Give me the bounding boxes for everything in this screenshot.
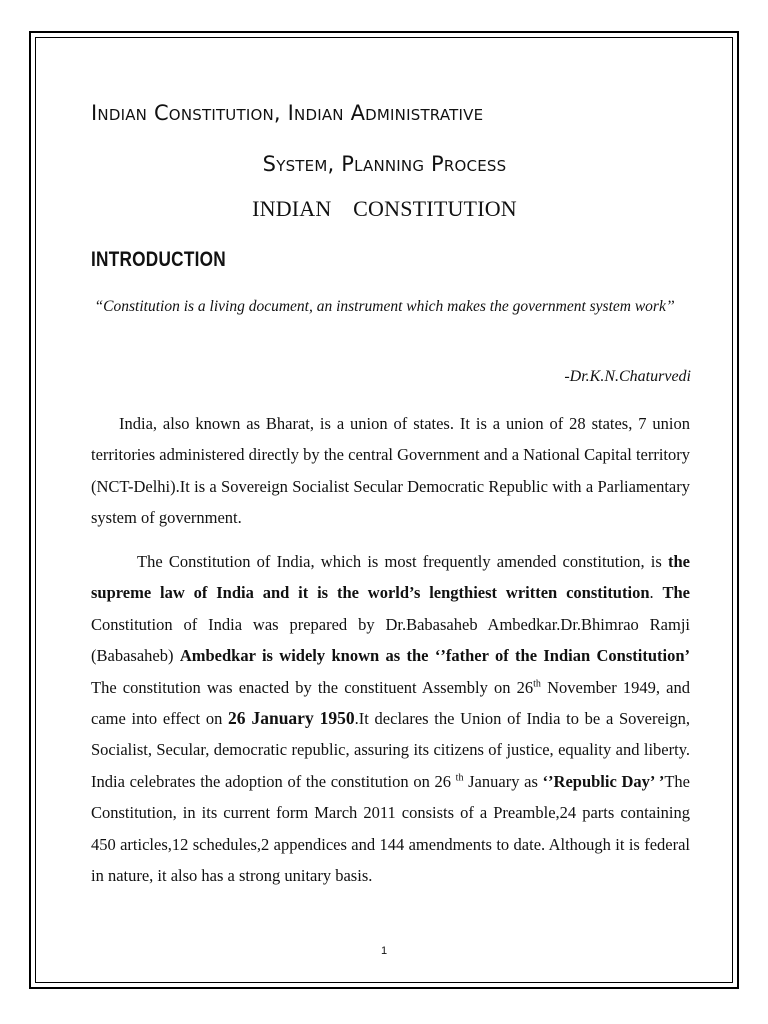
title-line-3: INDIAN CONSTITUTION bbox=[252, 196, 517, 221]
p2-text-5: November 1949, and came into effect on bbox=[91, 677, 690, 729]
p2-sup-2: th bbox=[455, 772, 464, 784]
p2-bold-republic-day: ‘’Republic Day’ ’ bbox=[542, 771, 665, 791]
section-heading: INTRODUCTION bbox=[91, 248, 226, 271]
p2-text-2: . bbox=[649, 583, 663, 603]
title-line-2: System, Planning Process bbox=[262, 152, 507, 176]
p2-bold-supreme-law: the supreme law of India and it is the world’s lengthiest written constitution bbox=[91, 552, 690, 603]
p2-bold-father: Ambedkar is widely known as the ‘’father of the Indian Constitution’ bbox=[179, 646, 691, 666]
p2-bold-date: 26 January 1950 bbox=[228, 708, 355, 729]
p2-text-6: .It declares the Union of India to be a Sovereign, Socialist, Secular, democratic republic, assuring its citizens of justice, equality and liberty. India celebrates the adoption of the constitution on 26 bbox=[91, 709, 690, 791]
epigraph-quote: “Constitution is a living document, an instrument which makes the government system work’’ bbox=[94, 298, 675, 315]
p2-text-7: January as bbox=[463, 771, 543, 791]
title-line-1: Indian Constitution, Indian Administrative bbox=[91, 101, 484, 125]
p2-sup-1: th bbox=[533, 678, 541, 690]
p2-text-1: The Constitution of India, which is most frequently amended constitution, is bbox=[137, 552, 668, 571]
p2-text-3: Constitution of India was prepared by Dr.Babasaheb Ambedkar.Dr.Bhimrao Ramji (Babasaheb) bbox=[91, 614, 690, 666]
p2-bold-the: The bbox=[662, 583, 690, 603]
p2-text-8: The Constitution, in its current form March 2011 consists of a Preamble,24 parts containing 450 articles,12 schedules,2 appendices and 144 amendments to date. Although it is federal in nature, it also has a strong unitary basis. bbox=[91, 771, 690, 886]
page-number: 1 bbox=[380, 945, 388, 957]
paragraph-1: India, also known as Bharat, is a union of states. It is a union of 28 states, 7 union territories administered directly by the central Government and a National Capital territory (NCT-Delhi).It is a Sovereign Socialist Secular Democratic Republic with a Parliamentary system of government. bbox=[91, 414, 690, 528]
paragraph-2 bbox=[91, 546, 690, 891]
p2-text-4: The constitution was enacted by the constituent Assembly on 26 bbox=[91, 677, 534, 697]
epigraph-author: -Dr.K.N.Chaturvedi bbox=[564, 368, 691, 385]
